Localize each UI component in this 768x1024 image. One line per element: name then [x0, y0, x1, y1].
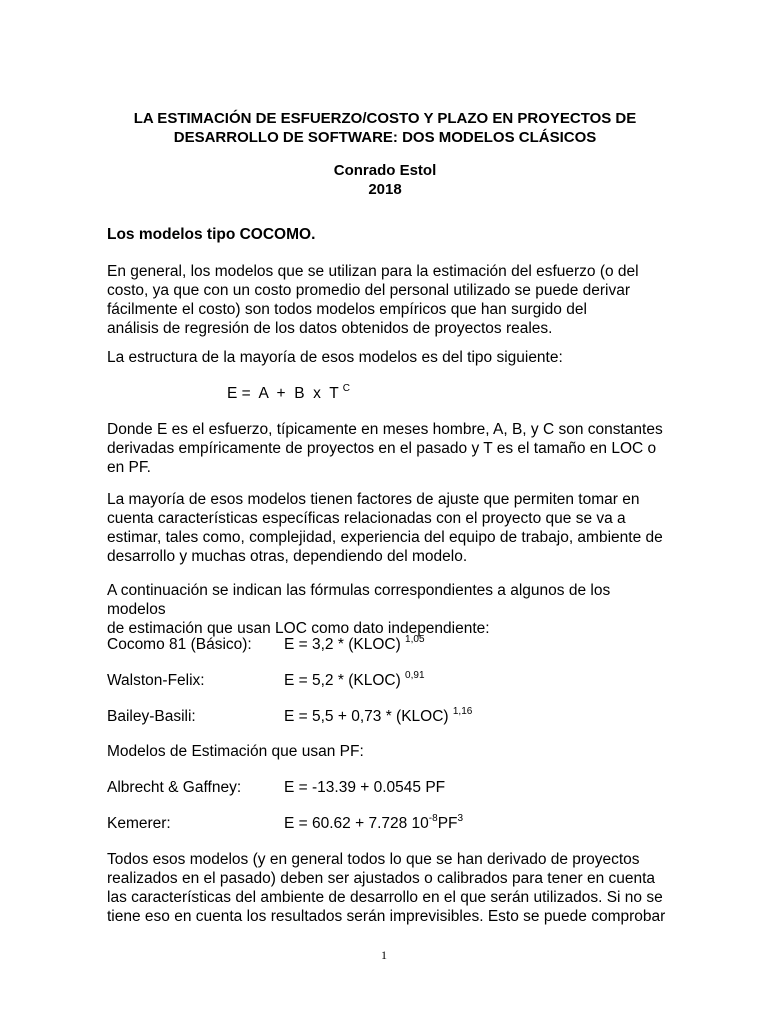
- main-formula-exponent: C: [342, 382, 350, 394]
- document-title: [107, 109, 663, 147]
- paragraph-line: de estimación que usan LOC como dato independiente:: [107, 620, 490, 637]
- paragraph-line: La mayoría de esos modelos tienen factores de ajuste que permiten tomar en: [107, 491, 640, 508]
- model-label: Walston-Felix:: [107, 672, 205, 689]
- paragraph-line: fácilmente el costo) son todos modelos empíricos que han surgido del: [107, 301, 587, 318]
- model-label: Bailey-Basili:: [107, 708, 196, 725]
- formula-exponent: -8: [428, 812, 438, 824]
- paragraph-5: [107, 581, 667, 638]
- model-label: Cocomo 81 (Básico):: [107, 636, 252, 653]
- model-label: Albrecht & Gaffney:: [107, 779, 242, 796]
- model-formula: E = -13.39 + 0.0545 PF: [284, 779, 446, 796]
- main-formula-base: E = A + B x T: [227, 385, 339, 402]
- paragraph-line: las características del ambiente de desarrollo en el que serán utilizados. Si no se: [107, 889, 663, 906]
- paragraph-line: desarrollo y muchas otras, dependiendo del modelo.: [107, 548, 468, 565]
- formula-exponent: 1,16: [452, 705, 473, 717]
- paragraph-line: Todos esos modelos (y en general todos lo que se han derivado de proyectos: [107, 851, 640, 868]
- author-year: 2018: [368, 181, 402, 198]
- formula-exponent: 1,05: [405, 633, 425, 645]
- paragraph-line: En general, los modelos que se utilizan para la estimación del esfuerzo (o del: [107, 263, 639, 280]
- paragraph-7: [107, 850, 667, 926]
- model-formula: E = 5,2 * (KLOC) $^{0,91}$: [284, 669, 425, 689]
- paragraph-line: tiene eso en cuenta los resultados serán imprevisibles. Esto se puede comprobar: [107, 908, 666, 925]
- formula-exponent: 0,91: [405, 669, 425, 681]
- paragraph-2: La estructura de la mayoría de esos modelos es del tipo siguiente:: [107, 349, 563, 366]
- page-number: 1: [381, 948, 387, 962]
- paragraph-line: costo, ya que con un costo promedio del personal utilizado se puede derivar: [107, 282, 631, 299]
- author-name: Conrado Estol: [333, 162, 437, 179]
- paragraph-6: Modelos de Estimación que usan PF:: [107, 743, 364, 760]
- title-line-1: LA ESTIMACIÓN DE ESFUERZO/COSTO Y PLAZO EN PROYECTOS DE: [133, 110, 637, 127]
- paragraph-line: estimar, tales como, complejidad, experiencia del equipo de trabajo, ambiente de: [107, 529, 663, 546]
- paragraph-line: derivadas empíricamente de proyectos en el pasado y T es el tamaño en LOC o: [107, 440, 657, 457]
- model-formula: E = 60.62 + 7.728 $10^{-8}PF^3$: [284, 812, 464, 832]
- paragraph-4: [107, 490, 667, 566]
- paragraph-line: en PF.: [107, 459, 151, 476]
- formula-exponent: 3: [457, 812, 464, 824]
- model-formula: E = 5,5 + 0,73 * (KLOC) $^{1,16}$: [284, 705, 473, 725]
- paragraph-line: A continuación se indican las fórmulas correspondientes a algunos de los modelos: [107, 582, 611, 618]
- paragraph-line: análisis de regresión de los datos obtenidos de proyectos reales.: [107, 320, 553, 337]
- model-label: Kemerer:: [107, 815, 171, 832]
- paragraph-line: cuenta características específicas relacionadas con el proyecto que se va a: [107, 510, 626, 527]
- author-block: [107, 161, 663, 199]
- paragraph-line: realizados en el pasado) deben ser ajustados o calibrados para tener en cuenta: [107, 870, 656, 887]
- section-heading: Los modelos tipo COCOMO.: [107, 226, 316, 243]
- model-formula: E = 3,2 * (KLOC) $^{1,05}$: [284, 633, 425, 653]
- main-formula: [227, 384, 350, 403]
- paragraph-3: [107, 420, 667, 477]
- paragraph-line: Donde E es el esfuerzo, típicamente en meses hombre, A, B, y C son constantes: [107, 421, 663, 438]
- title-line-2: DESARROLLO DE SOFTWARE: DOS MODELOS CLÁSICOS: [173, 129, 597, 146]
- paragraph-1: [107, 262, 667, 338]
